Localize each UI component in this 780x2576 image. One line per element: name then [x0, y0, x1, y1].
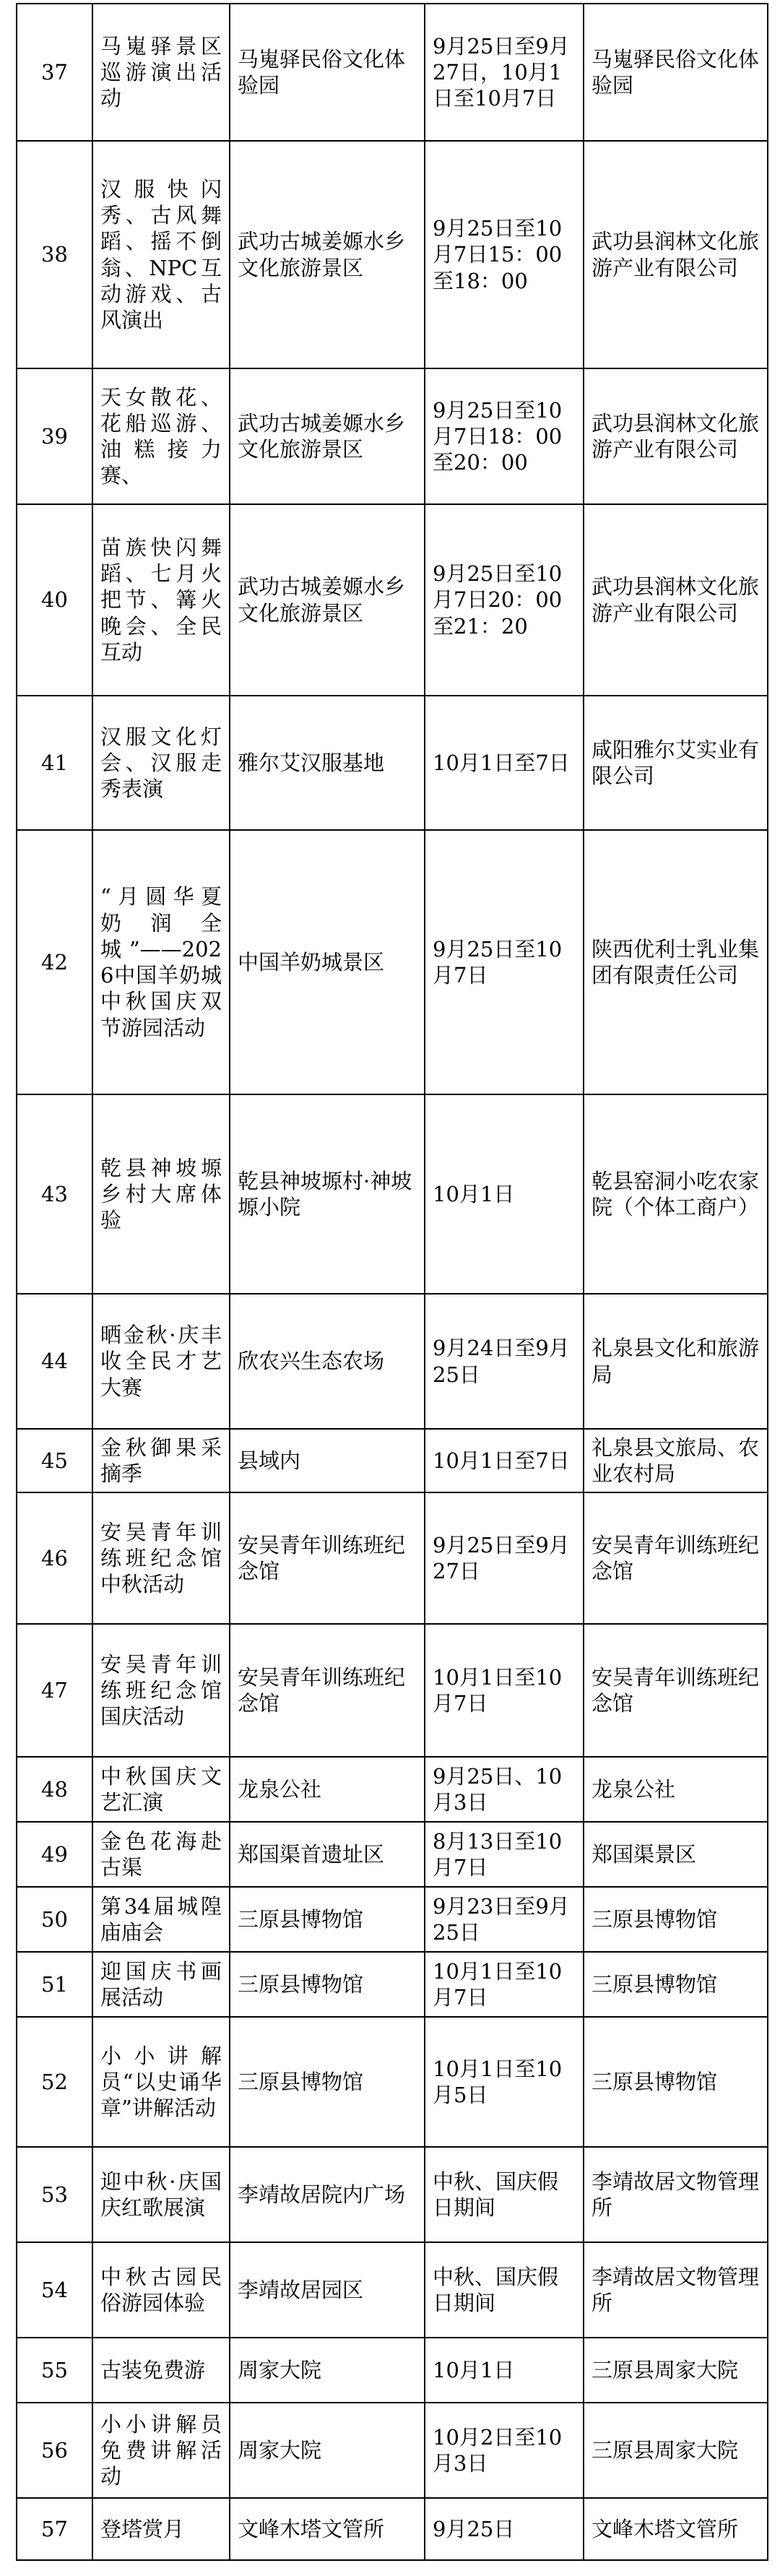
event-name: 古装免费游	[92, 2338, 230, 2403]
event-time: 中秋、国庆假日期间	[425, 2147, 584, 2242]
event-location: 龙泉公社	[230, 1757, 425, 1822]
event-organizer: 三原县周家大院	[584, 2338, 768, 2403]
table-row	[17, 2498, 768, 2560]
event-location: 文峰木塔文管所	[230, 2498, 425, 2560]
event-time: 9月25日至9月27日	[425, 1492, 584, 1624]
event-organizer: 郑国渠景区	[584, 1822, 768, 1887]
event-location: 李靖故居园区	[230, 2242, 425, 2338]
table-row	[17, 1757, 768, 1822]
row-number: 54	[17, 2242, 92, 2338]
row-number: 53	[17, 2147, 92, 2242]
event-organizer: 咸阳雅尔艾实业有限公司	[584, 696, 768, 830]
event-name: 安吴青年训练班纪念馆中秋活动	[92, 1492, 230, 1624]
table-row	[17, 1887, 768, 1952]
event-time: 9月25日至9月27日，10月1日至10月7日	[425, 4, 584, 141]
event-organizer: 陕西优利士乳业集团有限责任公司	[584, 830, 768, 1094]
event-location: 武功古城姜嫄水乡文化旅游景区	[230, 141, 425, 368]
event-name: 天女散花、花船巡游、油糕接力赛、	[92, 368, 230, 504]
table-row	[17, 4, 768, 141]
event-organizer: 文峰木塔文管所	[584, 2498, 768, 2560]
row-number: 38	[17, 141, 92, 368]
table-row	[17, 2338, 768, 2403]
event-location: 周家大院	[230, 2338, 425, 2403]
event-location: 三原县博物馆	[230, 1887, 425, 1952]
table-row	[17, 1429, 768, 1492]
event-time: 9月25日	[425, 2498, 584, 2560]
event-location: 欣农兴生态农场	[230, 1294, 425, 1429]
table-row	[17, 2017, 768, 2147]
event-location: 李靖故居院内广场	[230, 2147, 425, 2242]
event-name: “月圆华夏 奶润全城”——2026中国羊奶城中秋国庆双节游园活动	[92, 830, 230, 1094]
event-name: 迎国庆书画展活动	[92, 1952, 230, 2017]
event-time: 9月25日至10月7日18：00至20：00	[425, 368, 584, 504]
event-time: 9月25日至10月7日	[425, 830, 584, 1094]
event-organizer: 龙泉公社	[584, 1757, 768, 1822]
event-time: 9月23日至9月25日	[425, 1887, 584, 1952]
row-number: 37	[17, 4, 92, 141]
event-time: 9月25日、10月3日	[425, 1757, 584, 1822]
event-time: 8月13日至10月7日	[425, 1822, 584, 1887]
event-name: 登塔赏月	[92, 2498, 230, 2560]
event-location: 县域内	[230, 1429, 425, 1492]
event-time: 9月24日至9月25日	[425, 1294, 584, 1429]
event-time: 10月1日至10月7日	[425, 1952, 584, 2017]
event-organizer: 武功县润林文化旅游产业有限公司	[584, 504, 768, 696]
row-number: 49	[17, 1822, 92, 1887]
event-name: 中秋古园民俗游园体验	[92, 2242, 230, 2338]
event-time: 10月1日至7日	[425, 696, 584, 830]
event-location: 武功古城姜嫄水乡文化旅游景区	[230, 368, 425, 504]
event-organizer: 礼泉县文旅局、农业农村局	[584, 1429, 768, 1492]
events-table	[16, 3, 768, 2561]
row-number: 55	[17, 2338, 92, 2403]
row-number: 40	[17, 504, 92, 696]
event-name: 小小讲解员免费讲解活动	[92, 2403, 230, 2498]
table-row	[17, 2242, 768, 2338]
table-row	[17, 504, 768, 696]
event-name: 马嵬驿景区巡游演出活动	[92, 4, 230, 141]
event-time: 10月1日至10月7日	[425, 1624, 584, 1757]
table-row	[17, 1624, 768, 1757]
event-name: 汉服文化灯会、汉服走秀表演	[92, 696, 230, 830]
event-name: 小小讲解员“以史诵华章”讲解活动	[92, 2017, 230, 2147]
row-number: 45	[17, 1429, 92, 1492]
event-location: 三原县博物馆	[230, 2017, 425, 2147]
event-organizer: 李靖故居文物管理所	[584, 2147, 768, 2242]
row-number: 42	[17, 830, 92, 1094]
table-row	[17, 1952, 768, 2017]
event-time: 10月1日至7日	[425, 1429, 584, 1492]
row-number: 57	[17, 2498, 92, 2560]
event-organizer: 武功县润林文化旅游产业有限公司	[584, 368, 768, 504]
event-organizer: 三原县周家大院	[584, 2403, 768, 2498]
table-row	[17, 2403, 768, 2498]
table-row	[17, 830, 768, 1094]
event-time: 9月25日至10月7日15：00至18：00	[425, 141, 584, 368]
table-row	[17, 1294, 768, 1429]
event-location: 安吴青年训练班纪念馆	[230, 1492, 425, 1624]
event-time: 10月1日	[425, 1094, 584, 1294]
event-organizer: 三原县博物馆	[584, 1952, 768, 2017]
event-location: 周家大院	[230, 2403, 425, 2498]
table-row	[17, 696, 768, 830]
event-name: 金秋御果采摘季	[92, 1429, 230, 1492]
event-name: 乾县神坡塬乡村大席体验	[92, 1094, 230, 1294]
event-time: 中秋、国庆假日期间	[425, 2242, 584, 2338]
event-location: 中国羊奶城景区	[230, 830, 425, 1094]
table-row	[17, 2147, 768, 2242]
event-name: 汉服快闪秀、古风舞蹈、摇不倒翁、NPC互动游戏、古风演出	[92, 141, 230, 368]
table-row	[17, 1822, 768, 1887]
event-location: 乾县神坡塬村·神坡塬小院	[230, 1094, 425, 1294]
event-time: 10月1日至10月5日	[425, 2017, 584, 2147]
event-name: 迎中秋·庆国庆红歌展演	[92, 2147, 230, 2242]
row-number: 48	[17, 1757, 92, 1822]
table-row	[17, 368, 768, 504]
row-number: 47	[17, 1624, 92, 1757]
row-number: 51	[17, 1952, 92, 2017]
row-number: 43	[17, 1094, 92, 1294]
event-time: 10月1日	[425, 2338, 584, 2403]
event-location: 安吴青年训练班纪念馆	[230, 1624, 425, 1757]
event-organizer: 安吴青年训练班纪念馆	[584, 1624, 768, 1757]
table-row	[17, 1094, 768, 1294]
event-location: 雅尔艾汉服基地	[230, 696, 425, 830]
row-number: 39	[17, 368, 92, 504]
row-number: 50	[17, 1887, 92, 1952]
event-organizer: 三原县博物馆	[584, 2017, 768, 2147]
table-row	[17, 141, 768, 368]
event-organizer: 武功县润林文化旅游产业有限公司	[584, 141, 768, 368]
event-location: 三原县博物馆	[230, 1952, 425, 2017]
event-name: 安吴青年训练班纪念馆国庆活动	[92, 1624, 230, 1757]
row-number: 41	[17, 696, 92, 830]
event-time: 9月25日至10月7日20：00至21：20	[425, 504, 584, 696]
event-organizer: 乾县窑洞小吃农家院（个体工商户）	[584, 1094, 768, 1294]
event-organizer: 马嵬驿民俗文化体验园	[584, 4, 768, 141]
event-name: 中秋国庆文艺汇演	[92, 1757, 230, 1822]
row-number: 46	[17, 1492, 92, 1624]
event-organizer: 礼泉县文化和旅游局	[584, 1294, 768, 1429]
event-name: 第34届城隍庙庙会	[92, 1887, 230, 1952]
event-organizer: 安吴青年训练班纪念馆	[584, 1492, 768, 1624]
table-row	[17, 1492, 768, 1624]
event-time: 10月2日至10月3日	[425, 2403, 584, 2498]
event-organizer: 三原县博物馆	[584, 1887, 768, 1952]
event-location: 武功古城姜嫄水乡文化旅游景区	[230, 504, 425, 696]
event-name: 晒金秋·庆丰收全民才艺大赛	[92, 1294, 230, 1429]
row-number: 44	[17, 1294, 92, 1429]
event-name: 金色花海赴古渠	[92, 1822, 230, 1887]
row-number: 52	[17, 2017, 92, 2147]
event-organizer: 李靖故居文物管理所	[584, 2242, 768, 2338]
event-name: 苗族快闪舞蹈、七月火把节、篝火晚会、全民互动	[92, 504, 230, 696]
row-number: 56	[17, 2403, 92, 2498]
event-location: 马嵬驿民俗文化体验园	[230, 4, 425, 141]
event-location: 郑国渠首遗址区	[230, 1822, 425, 1887]
